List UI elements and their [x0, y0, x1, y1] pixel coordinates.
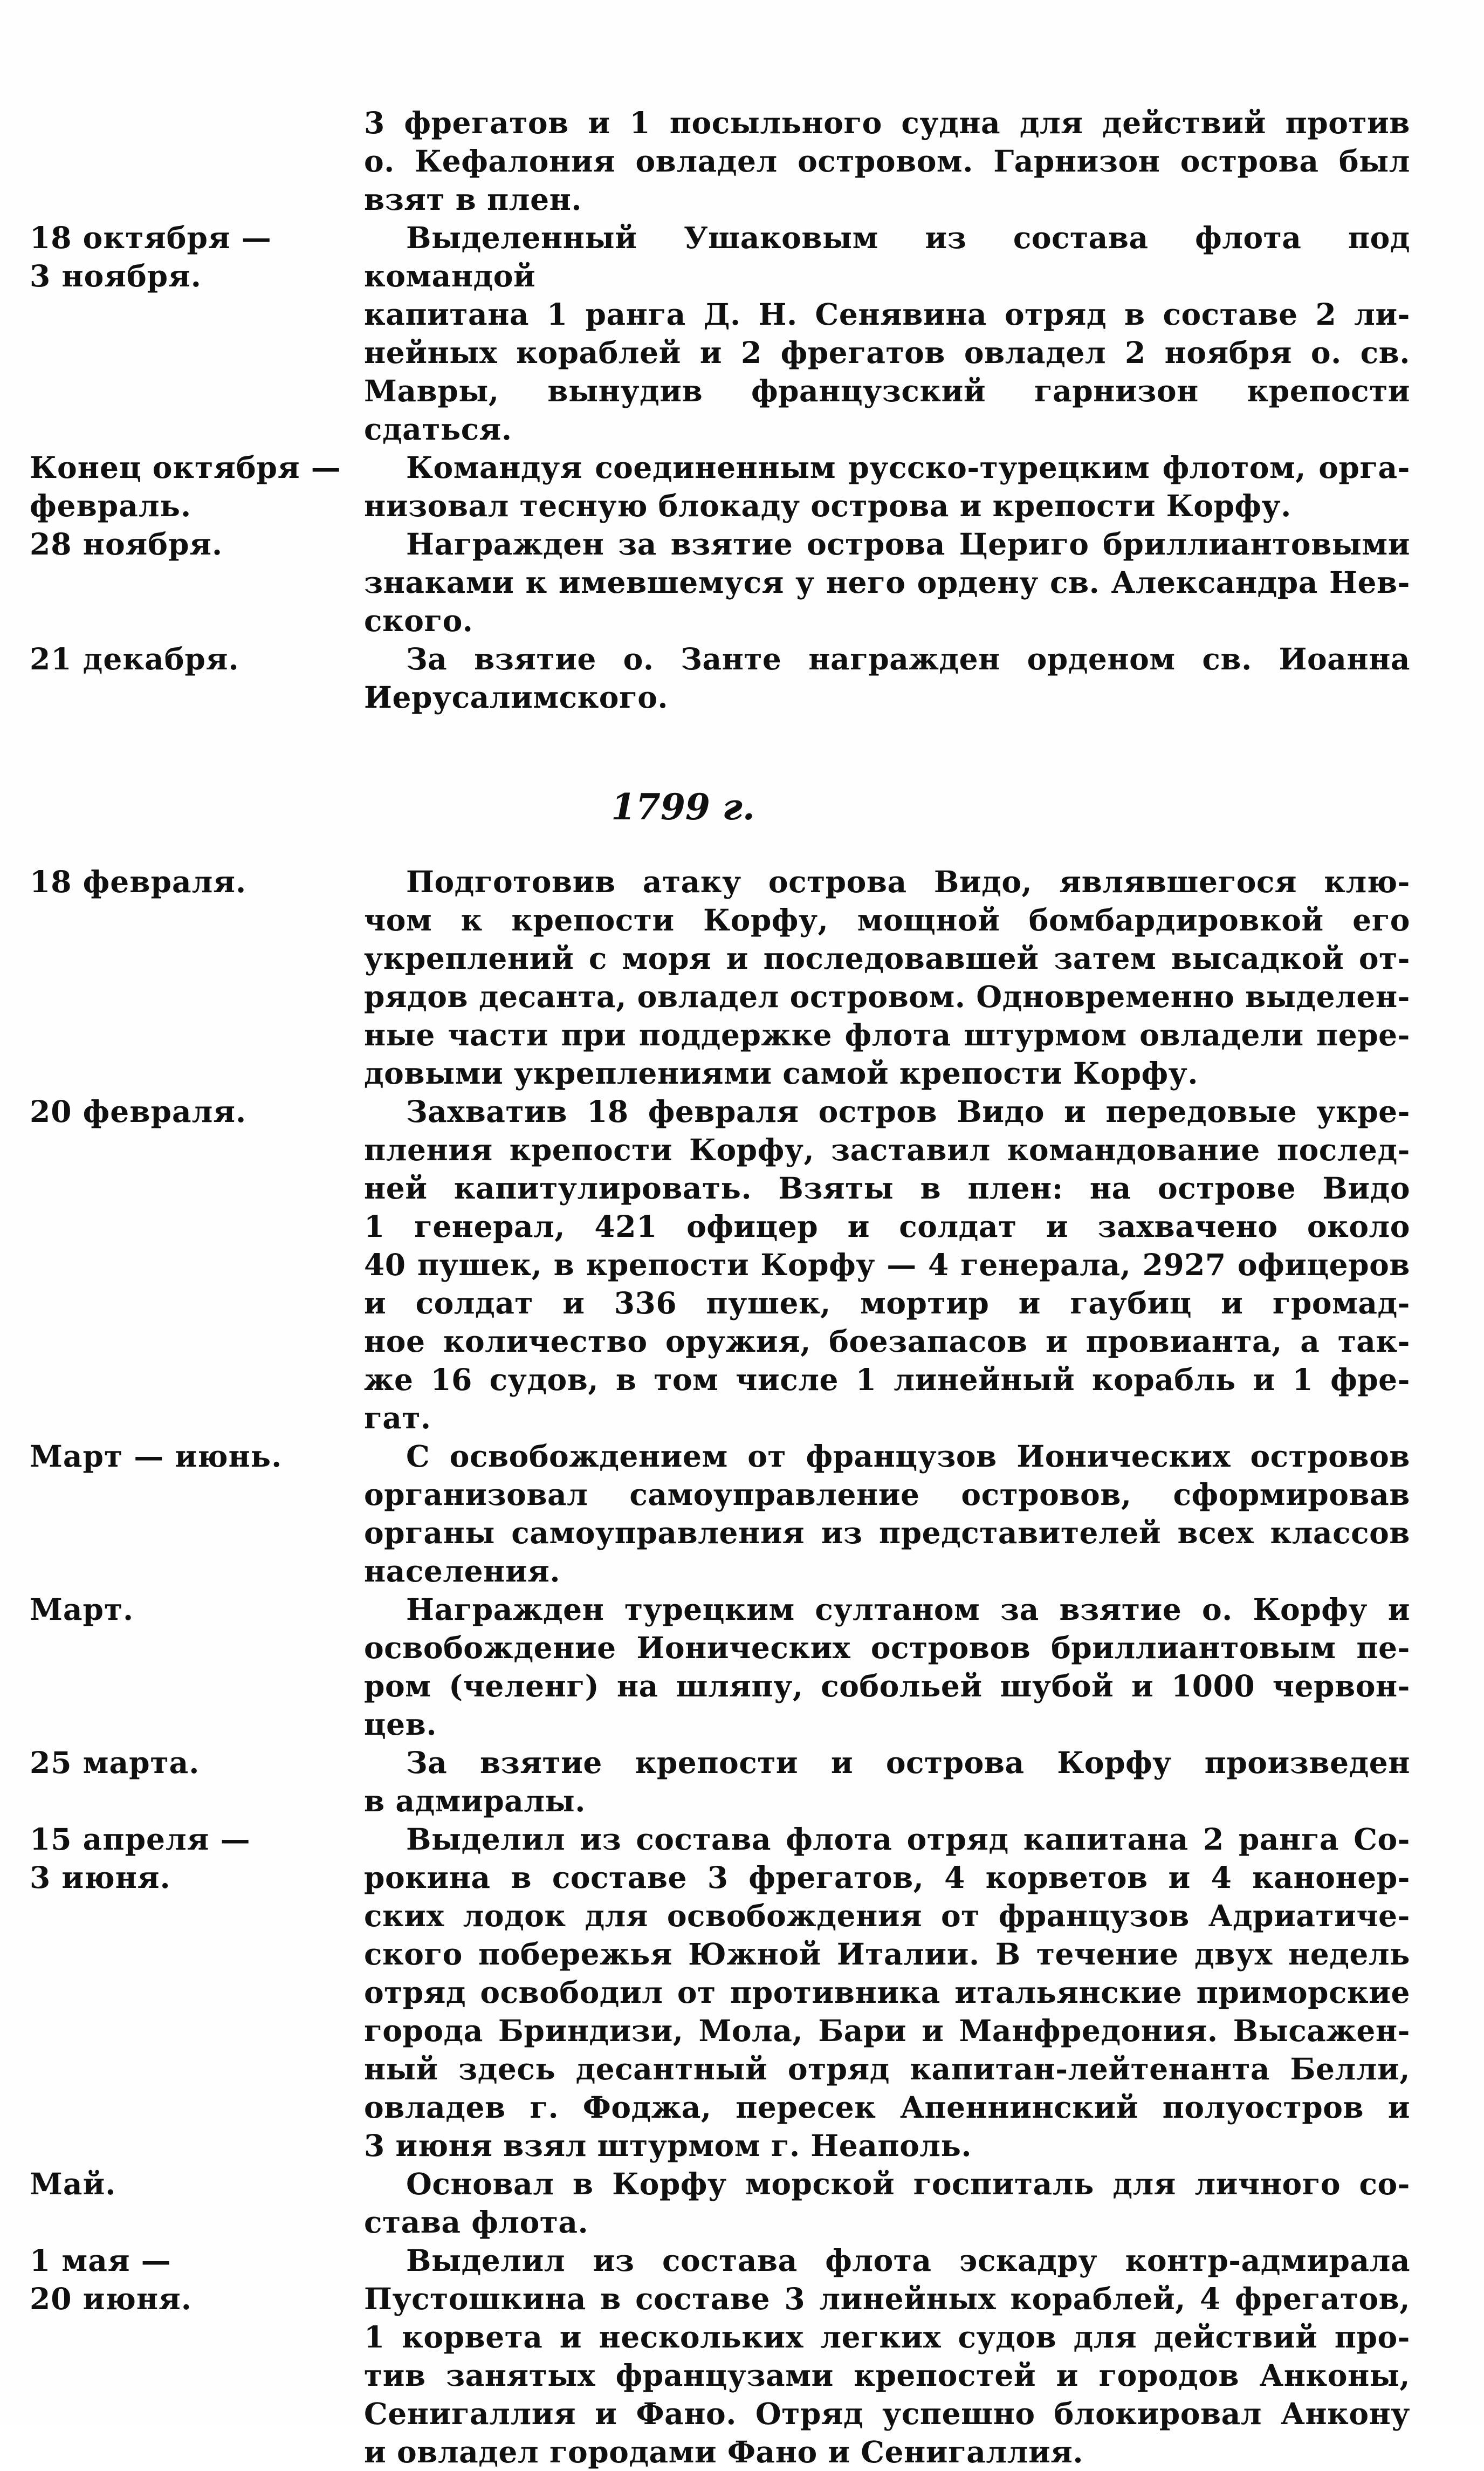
text-line: 1 корвета и нескольких легких судов для действий про- [364, 2319, 1410, 2354]
text-line: Выделил из состава флота отряд капитана 2 ранга Со- [406, 1822, 1410, 1857]
text-line: ные части при поддержке флота штурмом овладели пере- [364, 1017, 1410, 1052]
date-label [30, 2165, 364, 2203]
event-paragraph [364, 448, 1410, 525]
date-line: 20 июня. [30, 2281, 192, 2316]
date-line: 18 октября — [30, 220, 272, 255]
text-line: Выделенный Ушаковым из состава флота под командой [364, 220, 1410, 293]
event-paragraph [364, 525, 1410, 640]
chronology-row [30, 448, 1410, 525]
text-line: взят в плен. [364, 182, 582, 217]
text-line: рядов десанта, овладел островом. Одновременно выделен- [364, 979, 1410, 1014]
text-line: овладев г. Фоджа, пересек Апеннинский полуостров и [364, 2090, 1410, 2125]
text-line: освобождение Ионических островов бриллиантовым пе- [364, 1630, 1410, 1665]
text-line: Награжден турецким султаном за взятие о. Корфу и [406, 1592, 1410, 1627]
date-line: февраль. [30, 488, 192, 523]
text-line: в адмиралы. [364, 1783, 586, 1818]
text-line: Основал в Корфу морской госпиталь для личного со- [406, 2166, 1410, 2201]
chronology-row [30, 218, 1410, 448]
date-line: 25 марта. [30, 1745, 200, 1780]
date-line: Март. [30, 1592, 134, 1627]
text-line: о. Кефалония овладел островом. Гарнизон острова был [364, 143, 1410, 179]
text-line: За взятие о. Занте награжден орденом св. Иоанна [406, 641, 1410, 676]
date-label [30, 525, 364, 563]
text-line: отряд освободил от противника итальянские приморские [364, 1975, 1410, 2010]
text-line: За взятие крепости и острова Корфу произведен [406, 1745, 1410, 1780]
date-label [30, 640, 364, 678]
text-line: ского. [364, 603, 473, 638]
text-line: 3 июня взял штурмом г. Неаполь. [364, 2128, 972, 2163]
event-paragraph [364, 1743, 1410, 1820]
text-line: ней капитулировать. Взяты в плен: на острове Видо [364, 1171, 1410, 1206]
event-paragraph [364, 640, 1410, 716]
date-label [30, 1820, 364, 1897]
date-label [30, 2241, 364, 2318]
text-line: Награжден за взятие острова Цериго бриллиантовыми [406, 526, 1410, 562]
date-line: 20 февраля. [30, 1094, 247, 1129]
date-label [30, 1590, 364, 1628]
text-line: 1 генерал, 421 офицер и солдат и захвачено около [364, 1209, 1410, 1244]
text-line: гат. [364, 1400, 431, 1435]
chronology-row [30, 2165, 1410, 2241]
text-line: пления крепости Корфу, заставил командование послед- [364, 1132, 1410, 1167]
date-line: Март — июнь. [30, 1439, 283, 1474]
chronology-row [30, 863, 1410, 1092]
event-paragraph [364, 1590, 1410, 1743]
section-1799 [30, 863, 1410, 2471]
text-line: Сенигаллия и Фано. Отряд успешно блокировал Анкону [364, 2396, 1410, 2431]
text-line: Пустошкина в составе 3 линейных кораблей, 4 фрегатов, [364, 2281, 1410, 2316]
chronology-row [30, 1437, 1410, 1590]
event-paragraph [364, 104, 1410, 218]
event-paragraph [364, 863, 1410, 1092]
text-line: населения. [364, 1553, 560, 1589]
text-line: чом к крепости Корфу, мощной бомбардировкой его [364, 902, 1410, 937]
text-line: и овладел городами Фано и Сенигаллия. [364, 2434, 1084, 2469]
date-label [30, 448, 364, 525]
event-paragraph [364, 1092, 1410, 1437]
date-line: 1 мая — [30, 2243, 171, 2278]
text-line: 40 пушек, в крепости Корфу — 4 генерала, 2927 офицеров [364, 1247, 1410, 1282]
text-line: ских лодок для освобождения от французов Адриатиче- [364, 1898, 1410, 1933]
date-line: 28 ноября. [30, 526, 223, 562]
chronology-row [30, 1743, 1410, 1820]
text-line: знаками к имевшемуся у него ордену св. Александра Нев- [364, 565, 1410, 600]
text-line: Командуя соединенным русско-турецким флотом, орга- [406, 450, 1410, 485]
date-label [30, 863, 364, 901]
text-line: С освобождением от французов Ионических островов [406, 1439, 1410, 1474]
date-label [30, 1437, 364, 1475]
chronology-row [30, 525, 1410, 640]
text-line: Захватив 18 февраля остров Видо и передовые укре- [406, 1094, 1410, 1129]
text-line: организовал самоуправление островов, сформировав [364, 1477, 1410, 1512]
text-line: става флота. [364, 2205, 589, 2240]
text-line: Подготовив атаку острова Видо, являвшегося клю- [406, 864, 1410, 899]
section-1798 [30, 104, 1410, 716]
text-line: ный здесь десантный отряд капитан-лейтенанта Белли, [364, 2051, 1410, 2086]
text-line: же 16 судов, в том числе 1 линейный корабль и 1 фре- [364, 1362, 1410, 1397]
date-line: 3 ноября. [30, 258, 202, 293]
date-line: 3 июня. [30, 1860, 171, 1895]
event-paragraph [364, 2241, 1410, 2471]
event-paragraph [364, 1820, 1410, 2165]
text-line: укреплений с моря и последовавшей затем высадкой от- [364, 941, 1410, 976]
date-line: 15 апреля — [30, 1822, 251, 1857]
text-line: тив занятых французами крепостей и городов Анконы, [364, 2358, 1410, 2393]
text-line: ского побережья Южной Италии. В течение двух недель [364, 1936, 1410, 1972]
text-line: рокина в составе 3 фрегатов, 4 корветов и 4 канонер- [364, 1860, 1410, 1895]
date-line: 21 декабря. [30, 641, 239, 676]
event-paragraph [364, 1437, 1410, 1590]
event-paragraph [364, 218, 1410, 448]
chronology-row [30, 104, 1410, 218]
chronology-row [30, 1092, 1410, 1437]
date-label [30, 1092, 364, 1131]
text-line: довыми укреплениями самой крепости Корфу. [364, 1056, 1198, 1091]
text-line: нейных кораблей и 2 фрегатов овладел 2 ноября о. св. [364, 335, 1410, 370]
text-line: 3 фрегатов и 1 посыльного судна для действий против [364, 105, 1410, 140]
chronology-row [30, 1820, 1410, 2165]
event-paragraph [364, 2165, 1410, 2241]
chronology-row [30, 640, 1410, 716]
date-line: Май. [30, 2166, 116, 2201]
text-line: капитана 1 ранга Д. Н. Сенявина отряд в составе 2 ли- [364, 297, 1410, 332]
chronology-row [30, 1590, 1410, 1743]
text-line: Иерусалимского. [364, 680, 669, 715]
text-line: Выделил из состава флота эскадру контр-адмирала [406, 2243, 1410, 2278]
date-label [30, 218, 364, 295]
text-line: и солдат и 336 пушек, мортир и гаубиц и громад- [364, 1285, 1410, 1320]
text-line: города Бриндизи, Мола, Бари и Манфредония. Высажен- [364, 2013, 1410, 2048]
text-line: цев. [364, 1707, 437, 1742]
text-line: ром (челенг) на шляпу, собольей шубой и 1000 червон- [364, 1668, 1410, 1703]
date-label [30, 1743, 364, 1782]
date-line: Конец октября — [30, 450, 341, 485]
text-line: ное количество оружия, боезапасов и провианта, а так- [364, 1324, 1410, 1359]
text-line: Мавры, вынудив французский гарнизон крепости сдаться. [364, 373, 1410, 447]
text-line: низовал тесную блокаду острова и крепости Корфу. [364, 488, 1291, 523]
year-heading: 1799 г. [611, 786, 755, 828]
chronology-row [30, 2241, 1410, 2471]
text-line: органы самоуправления из представителей всех классов [364, 1515, 1410, 1550]
date-line: 18 февраля. [30, 864, 247, 899]
